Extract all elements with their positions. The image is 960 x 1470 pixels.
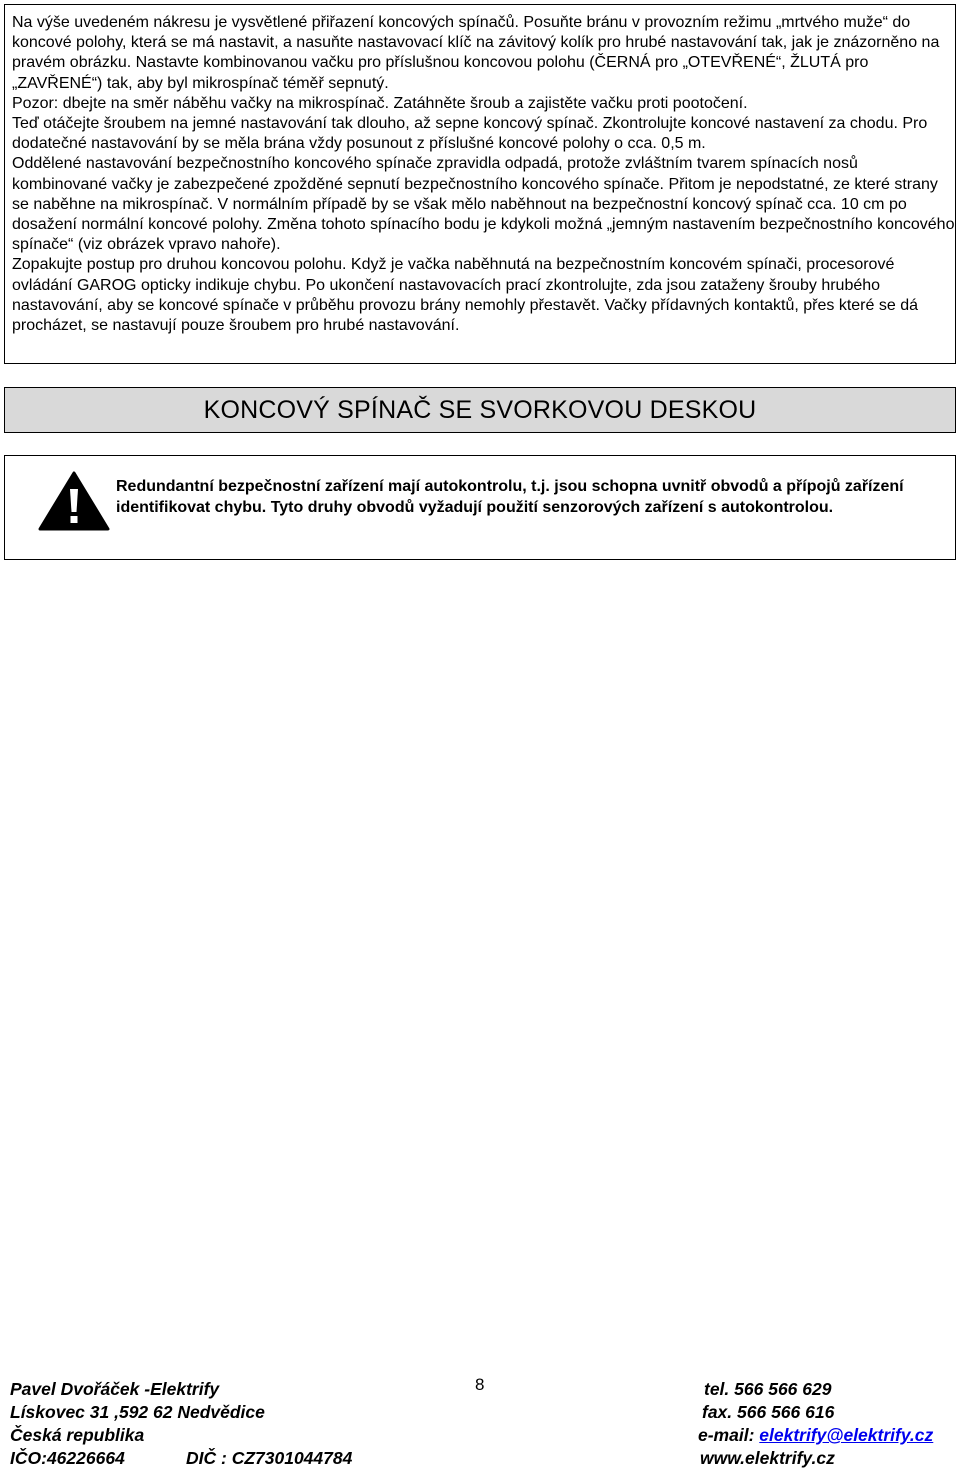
footer-email-label: e-mail:	[698, 1425, 755, 1445]
instructions-box	[4, 4, 956, 364]
paragraph-5: Zopakujte postup pro druhou koncovou polohu. Když je vačka naběhnutá na bezpečnostním koncovém spínači, procesorové ovládání GAROG opticky indikuje chybu. Po ukončení nastavovacích prací zkontrolujte, zda jsou zataženy šrouby hrubého nastavování, aby se koncové spínače v průběhu provozu brány nemohly přestavět. Vačky přídavných kontaktů, přes které se dá procházet, se nastavují pouze šroubem pro hrubé nastavování.	[12, 256, 918, 335]
footer-tel: tel. 566 566 629	[704, 1379, 832, 1399]
section-heading: KONCOVÝ SPÍNAČ SE SVORKOVOU DESKOU	[203, 395, 757, 424]
footer-address: Lískovec 31 ,592 62 Nedvědice	[10, 1402, 265, 1422]
warning-text: Redundantní bezpečnostní zařízení mají autokontrolu, t.j. jsou schopna uvnitř obvodů a přípojů zařízení identifikovat chybu. Tyto druhy obvodů vyžadují použití senzorových zařízení s autokontrolou.	[116, 478, 904, 516]
section-heading-box	[4, 387, 956, 433]
warning-triangle-icon	[38, 470, 110, 532]
footer-name: Pavel Dvořáček -Elektrify	[10, 1379, 220, 1399]
footer-email-link[interactable]: elektrify@elektrify.cz	[759, 1425, 934, 1445]
footer-country: Česká republika	[10, 1425, 145, 1445]
page-number: 8	[475, 1375, 485, 1394]
warning-box	[4, 455, 956, 560]
footer	[10, 1375, 950, 1468]
footer-dic: DIČ : CZ7301044784	[186, 1448, 353, 1468]
paragraph-2: Pozor: dbejte na směr náběhu vačky na mikrospínač. Zatáhněte šroub a zajistěte vačku proti pootočení.	[12, 94, 748, 112]
footer-web: www.elektrify.cz	[700, 1448, 835, 1468]
paragraph-4: Oddělené nastavování bezpečnostního koncového spínače zpravidla odpadá, protože zvláštním tvarem spínacích nosů kombinované vačky je zabezpečené zpožděné sepnutí bezpečnostního koncového spínače. Přitom je nepodstatné, ze které strany se naběhne na mikrospínač. V normálním případě by se však mělo naběhnout na bezpečnostní koncový spínač cca. 10 cm po dosažení normální koncové polohy. Změna tohoto spínacího bodu je kdykoli možná „jemným nastavením bezpečnostního koncového spínače“ (viz obrázek vpravo nahoře).	[12, 155, 955, 254]
paragraph-1: Na výše uvedeném nákresu je vysvětlené přiřazení koncových spínačů. Posuňte bránu v provozním režimu „mrtvého muže“ do koncové polohy, která se má nastavit, a nasuňte nastavovací klíč na závitový kolík pro hrubé nastavování tak, jak je znázorněno na pravém obrázku. Nastavte kombinovanou vačku pro příslušnou koncovou polohu (ČERNÁ pro „OTEVŘENÉ“, ŽLUTÁ pro „ZAVŘENÉ“) tak, aby byl mikrospínač téměř sepnutý.	[12, 14, 940, 92]
footer-email-line	[698, 1424, 933, 1446]
footer-ico: IČO:46226664	[10, 1448, 125, 1468]
paragraph-3: Teď otáčejte šroubem na jemné nastavování tak dlouho, až sepne koncový spínač. Zkontrolujte koncové nastavení za chodu. Pro dodatečné nastavování by se měla brána vždy posunout z příslušné koncové polohy o cca. 0,5 m.	[12, 115, 928, 153]
footer-fax: fax. 566 566 616	[702, 1402, 835, 1422]
